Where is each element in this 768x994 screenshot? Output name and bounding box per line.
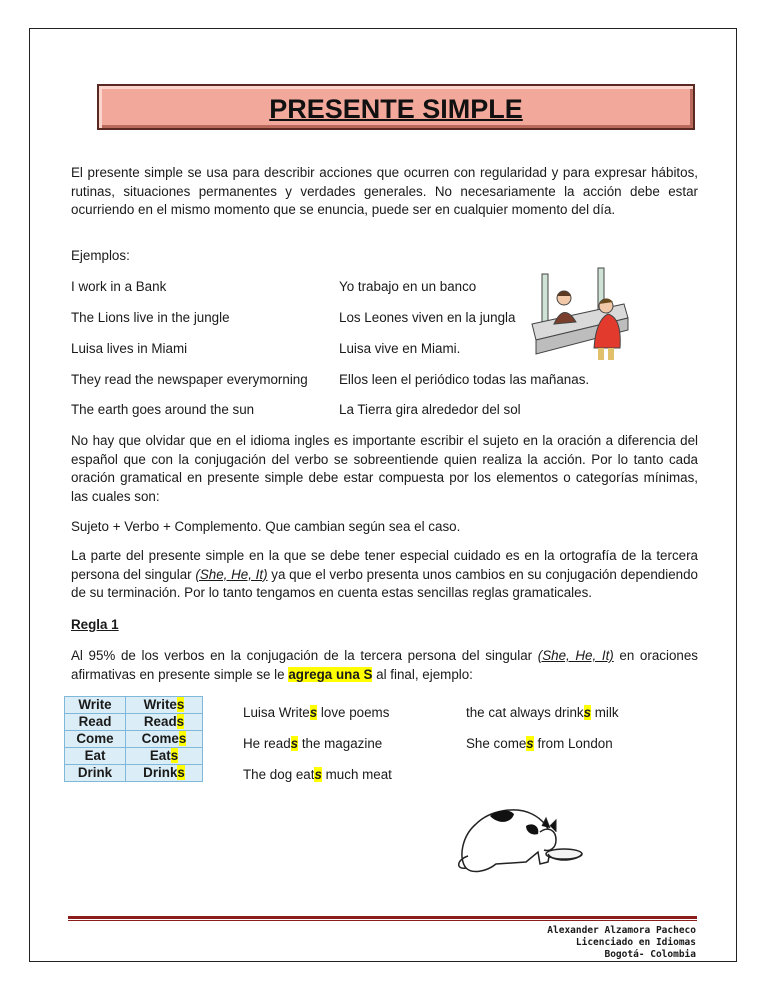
verb-stem: Eat xyxy=(149,748,171,763)
verb-conjugated xyxy=(126,765,203,782)
sentence-text: milk xyxy=(591,705,619,720)
example-sentence xyxy=(466,705,619,720)
sentence-suffix: s xyxy=(314,767,322,782)
sentence-suffix: s xyxy=(309,705,318,720)
sentence-text: the cat always drink xyxy=(466,705,584,720)
cat-drinking-illustration xyxy=(456,796,586,876)
bank-teller-illustration xyxy=(528,264,632,364)
sentence-text: much meat xyxy=(321,767,392,782)
third-person-paragraph xyxy=(71,547,698,603)
rule-paragraph xyxy=(71,647,698,684)
paragraph-text: Al 95% de los verbos en la conjugación de la tercera persona del singular xyxy=(71,648,538,663)
verb-conjugated xyxy=(126,748,203,765)
verb-conjugated xyxy=(126,714,203,731)
paragraph-text: ya que el verbo presenta unos cambios en su conjugación dependiendo de su terminación. Por lo tanto tengamos en cuenta estas sencillas reglas gramaticales. xyxy=(71,566,698,600)
footer-location: Bogotá- Colombia xyxy=(604,949,696,960)
footer-author: Alexander Alzamora Pacheco xyxy=(547,925,696,936)
structure-paragraph: Sujeto + Verbo + Complemento. Que cambian según sea el caso. xyxy=(71,519,461,534)
verb-stem: Write xyxy=(143,697,177,712)
example-en: I work in a Bank xyxy=(71,279,167,294)
sentence-text: from London xyxy=(533,736,613,751)
example-es: Luisa vive en Miami. xyxy=(339,341,461,356)
paragraph-text: La parte del presente simple en la que se debe tener especial cuidado es en la ortografía de la tercera persona del singular xyxy=(71,548,698,582)
verb-suffix: s xyxy=(176,697,185,712)
example-es: Ellos leen el periódico todas las mañanas. xyxy=(339,372,590,387)
verb-base: Read xyxy=(65,714,126,731)
examples-heading: Ejemplos: xyxy=(71,248,130,263)
sentence-suffix: s xyxy=(290,736,299,751)
verb-stem: Drink xyxy=(143,765,178,780)
example-sentence xyxy=(243,705,389,720)
table-row xyxy=(65,697,203,714)
sentence-text: She come xyxy=(466,736,527,751)
highlight-text: agrega una S xyxy=(288,666,373,682)
verb-stem: Read xyxy=(143,714,177,729)
page-title: PRESENTE SIMPLE xyxy=(269,94,523,124)
verb-table xyxy=(64,696,203,782)
example-en: Luisa lives in Miami xyxy=(71,341,188,356)
example-es: Los Leones viven en la jungla xyxy=(339,310,516,325)
example-en: The Lions live in the jungle xyxy=(71,310,230,325)
sentence-text: Luisa Write xyxy=(243,705,310,720)
verb-suffix: s xyxy=(178,731,187,746)
table-row xyxy=(65,765,203,782)
sentence-text: The dog eat xyxy=(243,767,315,782)
verb-base: Write xyxy=(65,697,126,714)
title-banner xyxy=(97,84,695,130)
example-en: They read the newspaper everymorning xyxy=(71,372,308,387)
paragraph-text: al final, ejemplo: xyxy=(372,666,473,682)
footer-rule-thin xyxy=(68,920,697,921)
example-es: Yo trabajo en un banco xyxy=(339,279,477,294)
subject-paragraph: No hay que olvidar que en el idioma ingles es importante escribir el sujeto en la oración a diferencia del español que con la conjugación del verbo se sobreentiende quien realiza la acción. Por lo tanto cada oración gramatical en presente simple debe estar compuesta por los elementos o categorías mínimas, las cuales son: xyxy=(71,433,698,504)
sentence-text: the magazine xyxy=(298,736,383,751)
sentence-text: love poems xyxy=(317,705,390,720)
paragraph-text: en oraciones afirmativas en presente simple se le xyxy=(71,648,698,682)
example-sentence xyxy=(243,736,382,751)
example-es: La Tierra gira alrededor del sol xyxy=(339,402,521,417)
intro-paragraph: El presente simple se usa para describir acciones que ocurren con regularidad y para expresar hábitos, rutinas, situaciones permanentes y verdades generales. No necesariamente la acción debe estar ocurriendo en el mismo momento que se enuncia, puede ser en cualquier momento del día. xyxy=(71,165,698,217)
verb-stem: Come xyxy=(141,731,179,746)
verb-conjugated xyxy=(126,697,203,714)
sentence-suffix: s xyxy=(526,736,534,751)
pronouns-text: (She, He, It) xyxy=(195,566,268,582)
example-sentence xyxy=(466,736,613,751)
table-row xyxy=(65,714,203,731)
pronouns-text: (She, He, It) xyxy=(537,648,614,663)
sentence-suffix: s xyxy=(583,705,592,720)
verb-suffix: s xyxy=(176,714,185,729)
table-row xyxy=(65,731,203,748)
rule-heading: Regla 1 xyxy=(71,617,119,632)
verb-base: Eat xyxy=(65,748,126,765)
footer-rule-thick xyxy=(68,916,697,919)
verb-suffix: s xyxy=(177,765,185,780)
sentence-text: He read xyxy=(243,736,291,751)
example-en: The earth goes around the sun xyxy=(71,402,255,417)
table-row xyxy=(65,748,203,765)
verb-base: Come xyxy=(65,731,126,748)
example-sentence xyxy=(243,767,392,782)
footer-role: Licenciado en Idiomas xyxy=(575,937,696,948)
verb-conjugated xyxy=(126,731,203,748)
verb-base: Drink xyxy=(65,765,126,782)
verb-suffix: s xyxy=(170,748,179,763)
